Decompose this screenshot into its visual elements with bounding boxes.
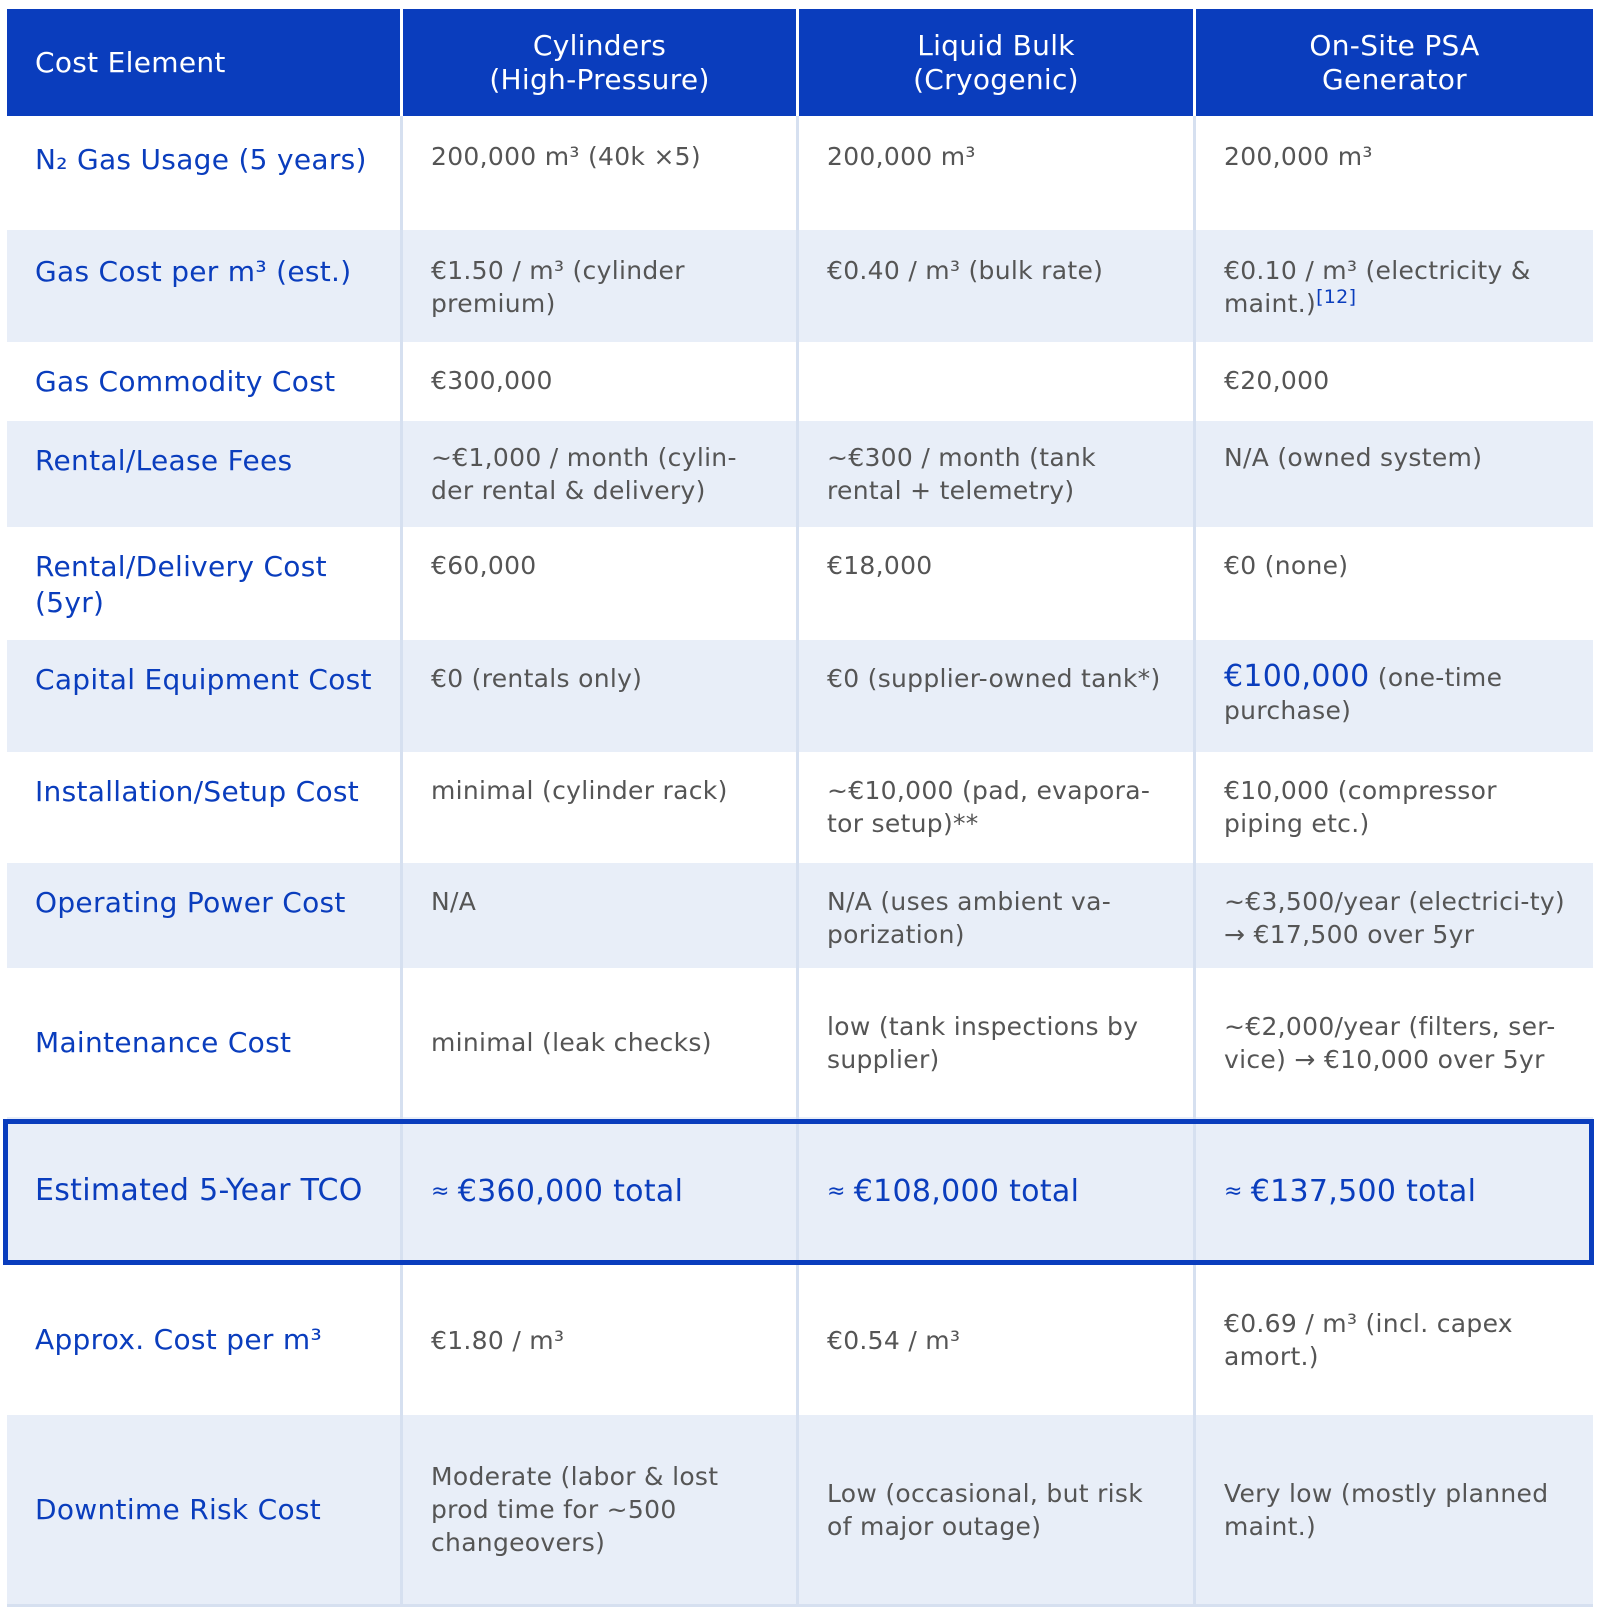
header-psa-generator: On-Site PSA Generator (1309, 28, 1480, 96)
table-row (7, 968, 1593, 1117)
cylinders-value: Moderate (labor & lost prod time for ~500 changeovers) (403, 1415, 799, 1604)
table-row (7, 1415, 1593, 1604)
psa-value (1196, 230, 1593, 342)
psa-value: €0.69 / m³ (incl. capex amort.) (1224, 1309, 1513, 1371)
cylinders-value: €1.80 / m³ (403, 1265, 799, 1415)
psa-capex-note: (one-time purchase) (1224, 663, 1503, 725)
row-label: Downtime Risk Cost (7, 1415, 403, 1604)
row-label: N₂ Gas Usage (5 years) (7, 116, 403, 230)
psa-tco (1196, 1117, 1593, 1265)
bulk-value: €0.54 / m³ (799, 1265, 1196, 1415)
cylinders-value: €300,000 (403, 342, 799, 421)
cylinders-value: minimal (leak checks) (403, 968, 799, 1117)
tco-comparison-table (7, 9, 1593, 1607)
psa-value: €0 (none) (1224, 551, 1349, 580)
row-label: Approx. Cost per m³ (7, 1265, 403, 1415)
psa-value: 200,000 m³ (1224, 142, 1373, 171)
psa-value: €20,000 (1224, 366, 1330, 395)
table-row (7, 1265, 1593, 1415)
table-header (7, 9, 1593, 116)
bulk-value: Low (occasional, but risk of major outage) (799, 1415, 1196, 1604)
psa-value: ~€3,500/year (electrici-ty) → €17,500 over 5yr (1224, 887, 1565, 949)
row-label: Gas Cost per m³ (est.) (7, 230, 403, 342)
reference-link[interactable]: [12] (1316, 286, 1357, 308)
bulk-value: ~€300 / month (tank rental + telemetry) (799, 421, 1196, 527)
header-liquid-bulk: Liquid Bulk (Cryogenic) (799, 9, 1196, 116)
bulk-value: €0.40 / m³ (bulk rate) (799, 230, 1196, 342)
header-cost-element: Cost Element (7, 9, 403, 116)
bulk-value: 200,000 m³ (799, 116, 1196, 230)
psa-capex-amount: €100,000 (1224, 659, 1370, 694)
psa-value: N/A (owned system) (1224, 443, 1483, 472)
psa-value: ~€2,000/year (filters, ser-vice) → €10,000 over 5yr (1224, 1011, 1556, 1074)
bulk-value: N/A (uses ambient va-porization) (799, 863, 1196, 968)
header-cylinders: Cylinders (High-Pressure) (403, 9, 799, 116)
approx-symbol: ≈ (1224, 1178, 1243, 1204)
bulk-value: ~€10,000 (pad, evapora-tor setup)** (799, 752, 1196, 863)
cylinders-value: €0 (rentals only) (403, 640, 799, 752)
table-row (7, 527, 1593, 640)
table-row (7, 230, 1593, 342)
cylinders-tco (403, 1117, 799, 1265)
psa-value-text: €0.10 / m³ (electricity & maint.) (1224, 256, 1531, 318)
psa-value: Very low (mostly planned maint.) (1224, 1478, 1549, 1541)
row-label: Operating Power Cost (7, 863, 403, 968)
cylinders-value: N/A (403, 863, 799, 968)
row-label: Rental/Delivery Cost (5yr) (7, 527, 403, 640)
cylinders-tco-value: €360,000 total (457, 1173, 684, 1209)
cylinders-value: 200,000 m³ (40k ×5) (403, 116, 799, 230)
row-label: Installation/Setup Cost (7, 752, 403, 863)
cylinders-value: €60,000 (403, 527, 799, 640)
table-row (7, 640, 1593, 752)
row-label: Capital Equipment Cost (7, 640, 403, 752)
tco-total-row (7, 1117, 1593, 1265)
cylinders-value: €1.50 / m³ (cylinder premium) (403, 230, 799, 342)
table-row (7, 863, 1593, 968)
psa-value (1196, 640, 1593, 752)
bulk-value: low (tank inspections by supplier) (799, 968, 1196, 1117)
table-row (7, 752, 1593, 863)
bulk-tco-value: €108,000 total (853, 1173, 1080, 1209)
cylinders-value: minimal (cylinder rack) (403, 752, 799, 863)
approx-symbol: ≈ (827, 1178, 846, 1204)
bulk-value: €0 (supplier-owned tank*) (799, 640, 1196, 752)
psa-value: €10,000 (compressor piping etc.) (1224, 776, 1497, 838)
approx-symbol: ≈ (431, 1178, 450, 1204)
table-row (7, 116, 1593, 230)
bulk-tco (799, 1117, 1196, 1265)
row-label: Estimated 5-Year TCO (7, 1117, 403, 1265)
bulk-value (799, 342, 1196, 421)
table-row (7, 342, 1593, 421)
table-row (7, 421, 1593, 527)
row-label: Gas Commodity Cost (7, 342, 403, 421)
cylinders-value: ~€1,000 / month (cylin-der rental & delivery) (403, 421, 799, 527)
bulk-value: €18,000 (799, 527, 1196, 640)
row-label: Maintenance Cost (7, 968, 403, 1117)
psa-tco-value: €137,500 total (1250, 1173, 1477, 1209)
row-label: Rental/Lease Fees (7, 421, 403, 527)
